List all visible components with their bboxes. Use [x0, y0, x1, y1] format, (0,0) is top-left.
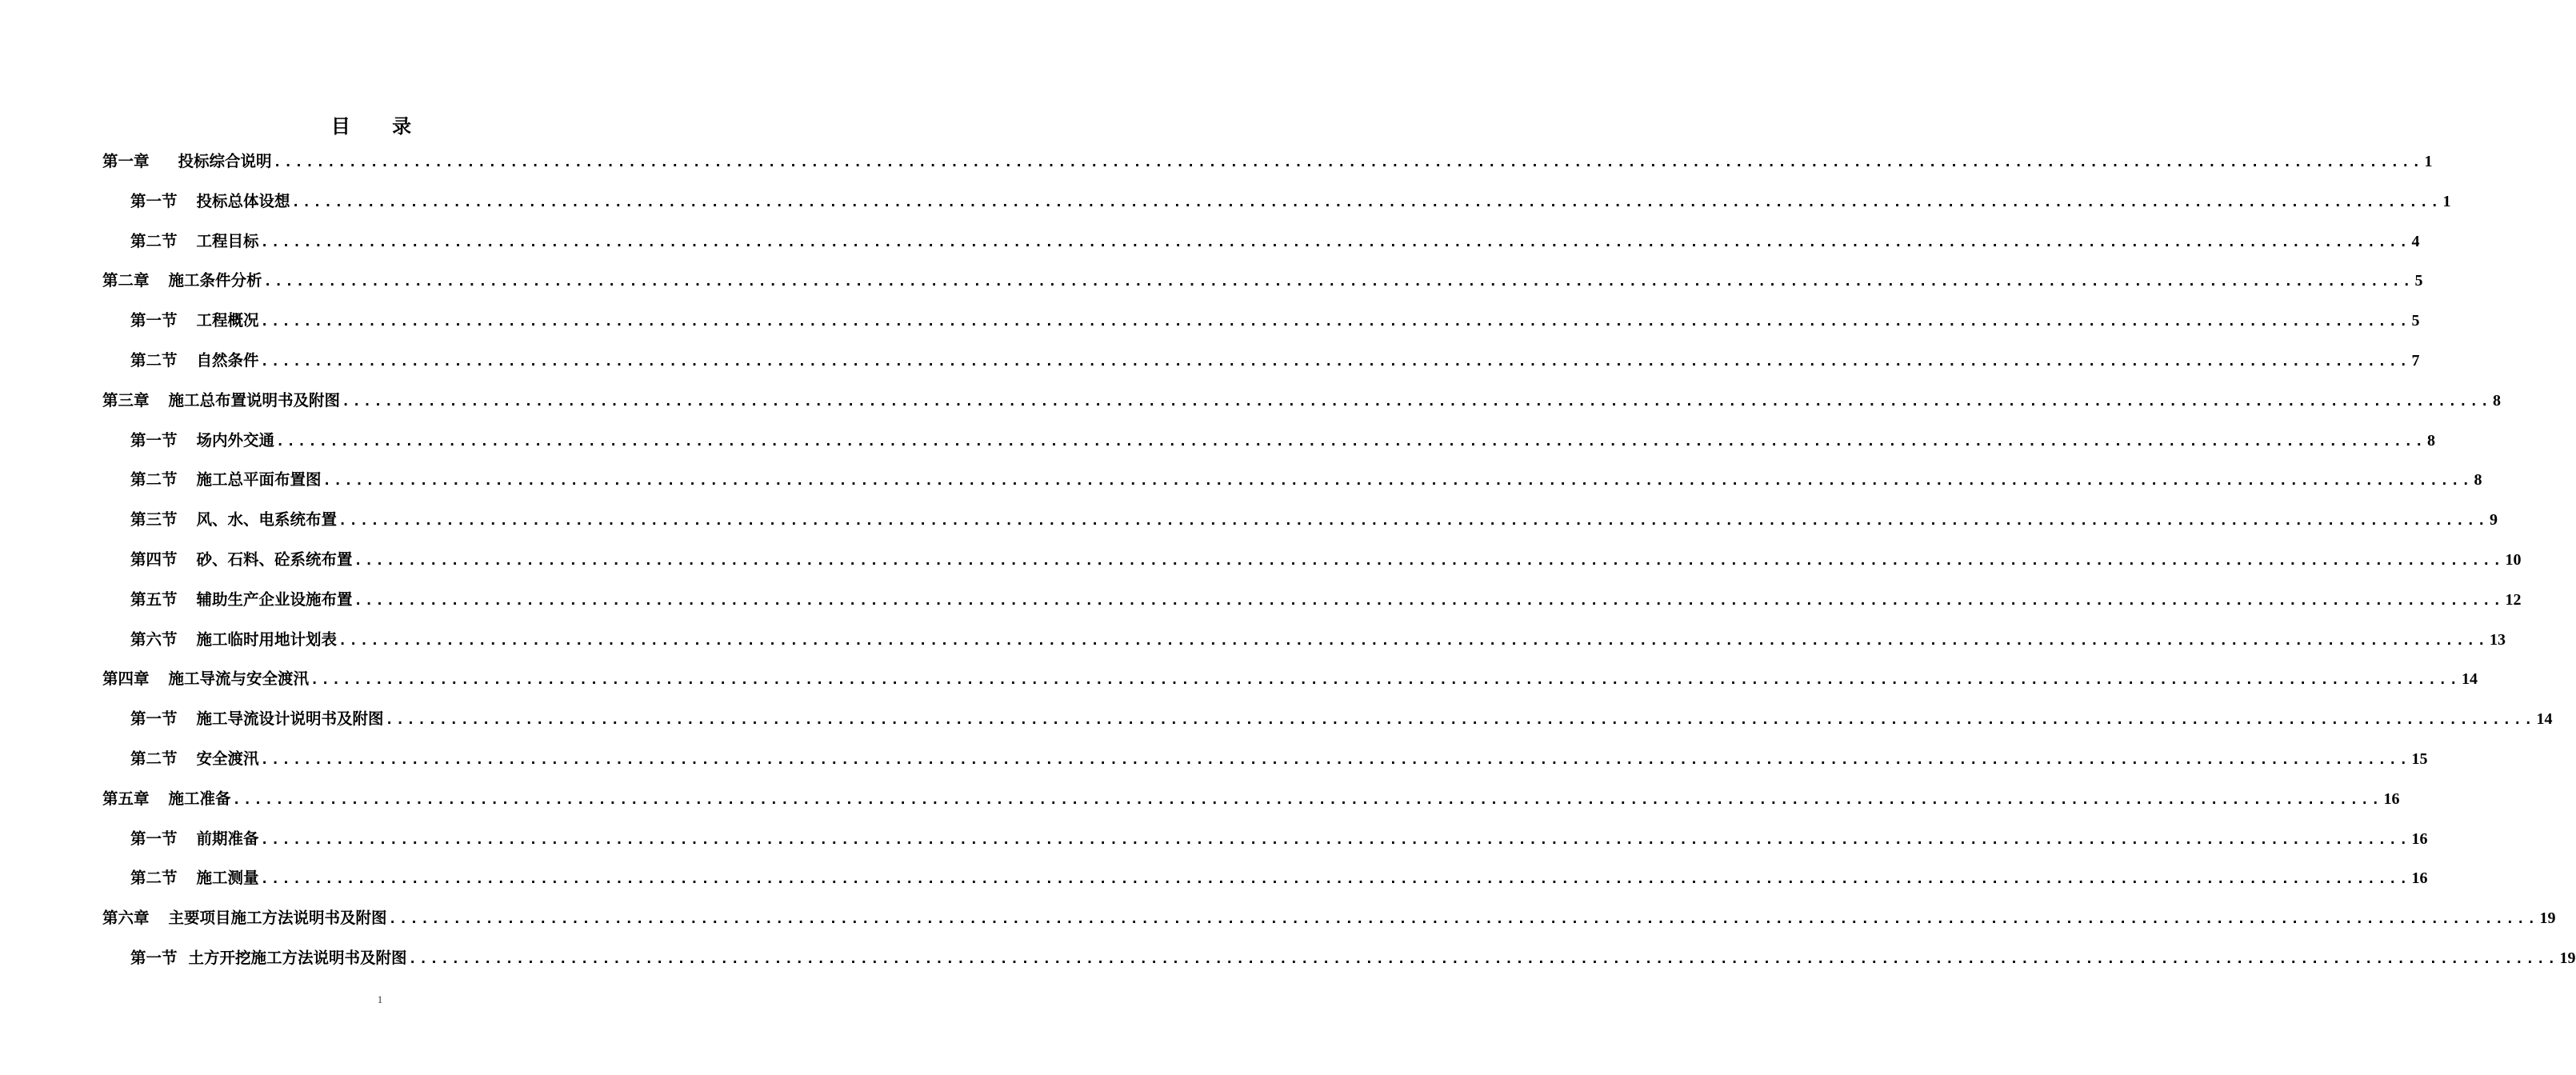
toc-entry-label [130, 466, 322, 494]
toc-entry-title: 主要项目施工方法说明书及附图 [168, 909, 387, 928]
toc-entry-title: 前期准备 [196, 829, 259, 848]
toc-section-row [130, 944, 2576, 973]
toc-chapter-row [102, 147, 2433, 176]
toc-leader-dots: ........................................................................................................................................................................................................ [338, 632, 2489, 649]
toc-leader-dots: ........................................................................................................................................................................................................ [260, 831, 2410, 848]
toc-leader-dots: ........................................................................................................................................................................................................ [276, 433, 2426, 450]
toc-entry-number: 第二节 [130, 749, 178, 768]
toc-section-row [130, 306, 2420, 335]
toc-chapter-row [102, 904, 2556, 933]
toc-entry-number: 第四章 [102, 669, 150, 689]
toc-entry-label [130, 745, 259, 773]
toc-leader-dots: ........................................................................................................................................................................................................ [385, 712, 2535, 729]
toc-entry-title: 施工测量 [196, 869, 259, 888]
toc-entry-page: 1 [2442, 192, 2451, 210]
toc-entry-label [130, 545, 353, 574]
toc-chapter-row [102, 386, 2502, 415]
toc-leader-dots: ........................................................................................................................................................................................................ [338, 513, 2489, 530]
toc-entry-title: 自然条件 [196, 351, 259, 370]
toc-entry-page: 16 [2411, 829, 2428, 848]
toc-entry-title: 施工准备 [168, 789, 231, 808]
toc-entry-number: 第二节 [130, 231, 178, 250]
toc-entry-page: 1 [2424, 153, 2433, 170]
toc-leader-dots: ........................................................................................................................................................................................................ [408, 951, 2558, 967]
toc-chapter-row [102, 785, 2400, 813]
toc-entry-page: 14 [2536, 710, 2553, 729]
toc-leader-dots: ........................................................................................................................................................................................................ [260, 354, 2410, 370]
toc-entry-title: 施工导流设计说明书及附图 [196, 709, 384, 729]
toc-leader-dots: ........................................................................................................................................................................................................ [322, 473, 2473, 490]
toc-section-row [130, 466, 2482, 494]
toc-entry-label [102, 665, 309, 693]
toc-entry-title: 工程目标 [196, 231, 259, 250]
toc-entry-label [130, 625, 337, 654]
toc-leader-dots: ........................................................................................................................................................................................................ [342, 393, 2492, 410]
toc-entry-page: 9 [2490, 511, 2498, 530]
toc-entry-page: 16 [2411, 869, 2428, 888]
toc-entry-number: 第三节 [130, 510, 178, 530]
toc-entry-label [130, 585, 353, 614]
toc-leader-dots: ........................................................................................................................................................................................................ [260, 314, 2410, 330]
toc-entry-label [130, 825, 259, 853]
toc-entry-number: 第二章 [102, 271, 150, 290]
toc-entry-page: 12 [2505, 590, 2522, 609]
toc-entry-label [130, 705, 384, 733]
toc-entry-title: 投标总体设想 [196, 191, 290, 210]
toc-leader-dots: ........................................................................................................................................................................................................ [291, 194, 2442, 210]
toc-entry-page: 14 [2462, 670, 2478, 689]
toc-entry-page: 5 [2414, 272, 2423, 290]
toc-entry-title: 风、水、电系统布置 [196, 510, 338, 530]
toc-section-row [130, 545, 2522, 574]
toc-entry-number: 第一节 [130, 430, 178, 450]
toc-entry-title: 施工总平面布置图 [196, 470, 322, 490]
toc-entry-title: 安全渡汛 [196, 749, 259, 768]
toc-entry-number: 第三章 [102, 390, 150, 410]
toc-entry-title: 砂、石料、砼系统布置 [196, 550, 353, 569]
toc-entry-label [102, 386, 340, 415]
toc-entry-title: 施工条件分析 [168, 271, 262, 290]
toc-section-row [130, 187, 2451, 216]
toc-heading: 目 录 [330, 114, 430, 138]
toc-entry-number: 第二节 [130, 351, 178, 370]
toc-entry-number: 第一节 [130, 829, 178, 848]
toc-leader-dots: ........................................................................................................................................................................................................ [388, 911, 2538, 928]
toc-entry-label [102, 785, 231, 813]
toc-entry-page: 8 [2474, 471, 2482, 490]
toc-entry-title: 施工临时用地计划表 [196, 629, 338, 649]
toc-leader-dots: ........................................................................................................................................................................................................ [354, 592, 2504, 609]
toc-entry-number: 第一节 [130, 311, 178, 330]
toc-section-row [130, 625, 2506, 654]
toc-section-row [130, 585, 2522, 614]
toc-entry-page: 15 [2411, 750, 2428, 768]
toc-entry-number: 第一节 [130, 191, 178, 210]
toc-entry-number: 第二节 [130, 869, 178, 888]
toc-entry-title: 施工导流与安全渡汛 [168, 669, 310, 689]
toc-leader-dots: ........................................................................................................................................................................................................ [310, 672, 2461, 689]
toc-entry-number: 第六章 [102, 909, 150, 928]
toc-entry-number: 第四节 [130, 550, 178, 569]
toc-entry-page: 19 [2559, 949, 2576, 967]
toc-entry-page: 16 [2383, 789, 2400, 808]
toc-entry-number: 第一节 [130, 709, 178, 729]
toc-entry-label [130, 187, 290, 216]
toc-entry-number: 第一章 [102, 152, 150, 170]
toc-leader-dots: ........................................................................................................................................................................................................ [232, 791, 2382, 808]
toc-entry-page: 10 [2505, 551, 2522, 569]
toc-entry-label [102, 904, 387, 933]
toc-entry-number: 第五节 [130, 589, 178, 609]
toc-entry-label [130, 426, 274, 455]
toc-section-row [130, 506, 2498, 534]
toc-entry-title: 辅助生产企业设施布置 [196, 589, 353, 609]
toc-leader-dots: ........................................................................................................................................................................................................ [354, 553, 2504, 569]
toc-entry-label [130, 944, 407, 973]
toc-entry-title: 工程概况 [196, 311, 259, 330]
toc-entry-number: 第二节 [130, 470, 178, 490]
toc-section-row [130, 864, 2428, 893]
toc-section-row [130, 705, 2553, 733]
toc-leader-dots: ........................................................................................................................................................................................................ [260, 871, 2410, 888]
toc-entry-title: 投标综合说明 [178, 152, 272, 170]
toc-entry-page: 7 [2411, 352, 2420, 370]
toc-section-row [130, 227, 2420, 256]
toc-entry-page: 5 [2411, 312, 2420, 330]
toc-chapter-row [102, 266, 2423, 295]
toc-entry-label [130, 346, 259, 375]
toc-chapter-row [102, 665, 2478, 693]
toc-entry-number: 第一节 [130, 949, 178, 967]
toc-leader-dots: ........................................................................................................................................................................................................ [260, 234, 2410, 250]
toc-entry-page: 19 [2539, 909, 2556, 928]
toc-entry-label [130, 306, 259, 335]
toc-entry-label [130, 227, 259, 256]
footer-page-number: 1 [377, 993, 383, 1005]
toc-section-row [130, 346, 2420, 375]
toc-entry-label [102, 266, 262, 295]
toc-entry-page: 8 [2427, 431, 2436, 450]
toc-entry-label [102, 147, 272, 176]
toc-entry-label [130, 864, 259, 893]
toc-entry-page: 8 [2493, 391, 2502, 410]
toc-entry-number: 第六节 [130, 629, 178, 649]
toc-leader-dots: ........................................................................................................................................................................................................ [260, 752, 2410, 768]
toc-entry-title: 土方开挖施工方法说明书及附图 [188, 949, 407, 967]
toc-entry-label [130, 506, 337, 534]
toc-entry-title: 施工总布置说明书及附图 [168, 390, 341, 410]
toc-entry-number: 第五章 [102, 789, 150, 808]
toc-section-row [130, 825, 2428, 853]
toc-entry-page: 13 [2490, 630, 2506, 649]
toc-entry-title: 场内外交通 [196, 430, 275, 450]
toc-section-row [130, 426, 2436, 455]
toc-entry-page: 4 [2411, 232, 2420, 250]
toc-leader-dots: ........................................................................................................................................................................................................ [273, 154, 2423, 170]
toc-leader-dots: ........................................................................................................................................................................................................ [263, 274, 2414, 290]
toc-section-row [130, 745, 2428, 773]
